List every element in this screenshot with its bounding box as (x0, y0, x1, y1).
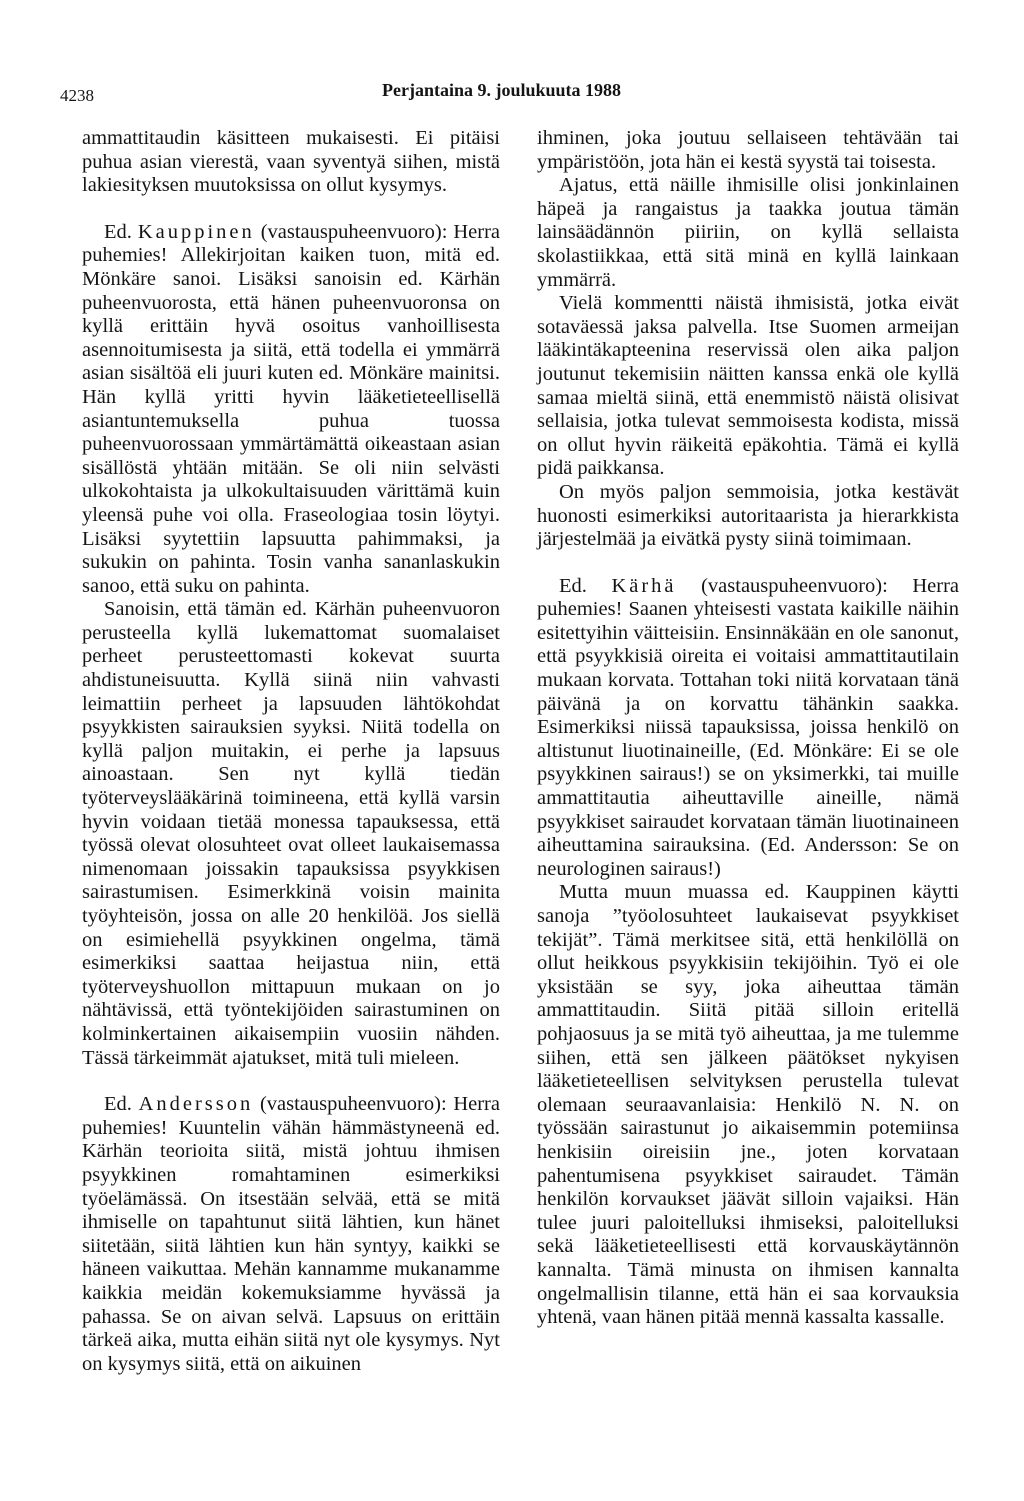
speech-text: (vastauspuheenvuoro): Herra puhemies! Saanen yhteisesti vastata kaikille näihin esitettyihin väitteisiin. Ensinnäkään en ole sanonut, että psyykkisiä oireita ei voitaisi ammattitautilain mukaan korvata. Tottahan toki niitä korvataan tänä päivänä ja on korvattu tähänkin saakka. Esimerkiksi niissä tapauksissa, joissa henkilö on altistunut liuotinaineille, (Ed. Mönkäre: Ei se ole psyykkinen sairaus!) se on yksimerkki, tai muille ammattitautia aiheuttaville aineille, nämä psyykkiset sairaudet korvataan tämän liuotinaineen aiheuttamina sairauksina. (Ed. Andersson: Se on neurologinen sairaus!) (537, 574, 960, 880)
page-number: 4238 (60, 86, 94, 105)
speaker-name: Kärhä (611, 574, 677, 597)
speech-prefix: Ed. (559, 574, 587, 597)
speaker-name: Kauppinen (137, 220, 255, 243)
paragraph: On myös paljon semmoisia, jotka kestävät huonosti esimerkiksi autoritaarista ja hierarkkista järjestelmää ja eivätkä pysty siinä toimimaan. (537, 480, 959, 551)
speech-text: (vastauspuheenvuoro): Herra puhemies! Allekirjoitan kaiken tuon, mitä ed. Mönkäre sanoi. Lisäksi sanoisin ed. Kärhän puheenvuorosta, että hänen puheenvuoronsa on kyllä erittäin hyvä osoitus vanhoillisesta asennoitumisesta ja siitä, että todella ei ymmärrä asian sisältöä eli juuri kuten ed. Mönkäre mainitsi. Hän kyllä yritti hyvin lääketieteellisellä asiantuntemuksella puhua tuossa puheenvuorossaan ymmärtämättä oikeastaan asian sisällöstä yhtään mitään. Se oli niin selvästi ulkokohtaista ja ulkokultaisuuden värittämä kuin yleensä puhe voi olla. Fraseologiaa tosin löytyi. Lisäksi syytettiin lapsuutta pahimmaksi, ja sukukin on pahinta. Tosin vanha sananlaskukin sanoo, että suku on pahinta. (82, 220, 500, 597)
right-column (537, 127, 959, 1330)
page-header (60, 80, 970, 110)
paragraph: ihminen, joka joutuu sellaiseen tehtävään tai ympäristöön, jota hän ei kestä syystä tai toisesta. (537, 127, 959, 173)
paragraph: Mutta muun muassa ed. Kauppinen käytti sanoja ”työolosuhteet laukaisevat psyykkiset tekijät”. Tämä merkitsee sitä, että henkilöllä on ollut heikkous psyykkisiin tekijöihin. Työ ei ole yksistään se syy, joka aiheuttaa tämän ammattitaudin. Siitä pitää silloin eritellä pohjaosuus ja se mitä työ aiheuttaa, ja me tulemme siihen, että sen jälkeen päätökset nykyisen lääketieteellisen selvityksen perustella tulevat olemaan seuraavanlaisia: Henkilö N. N. on työssään sairastunut jo aikaisemmin potemiinsa henkisiin oireisiin jne., joten korvataan pahentumisena psyykkiset sairaudet. Tämän henkilön korvaukset jäävät silloin vajaiksi. Hän tulee juuri paloitelluksi ihmiseksi, paloitelluksi sekä lääketieteellisesti että korvauskäytännön kannalta. Tämä minusta on ihmisen kannalta ongelmallisin tilanne, että hän ei saa korvauksia yhtenä, vaan hänen pitää mennä kassalta kassalle. (537, 881, 959, 1329)
speech-kauppinen (82, 221, 500, 599)
paragraph: Sanoisin, että tämän ed. Kärhän puheenvuoron perusteella kyllä lukemattomat suomalaiset perheet perusteettomasti kokevat suurta ahdistuneisuutta. Kyllä siinä niin vahvasti leimattiin perheet ja lapsuuden lähtökohdat psyykkisten sairauksien syyksi. Niitä todella on kyllä paljon muitakin, ei perhe ja lapsuus ainoastaan. Sen nyt kyllä tiedän työterveyslääkärinä toimineena, että kyllä varsin hyvin voidaan tietää monessa tapauksessa, että työssä olevat olosuhteet ovat olleet laukaisemassa nimenomaan joissakin tapauksissa psyykkisen sairastumisen. Esimerkkinä voisin mainita työyhteisön, jossa on alle 20 henkilöä. Jos siellä on esimiehellä psyykkinen ongelma, tämä esimerkiksi saattaa heijastua niin, että työterveyshuollon mittapuun mukaan on jo nähtävissä, että työntekijöiden sairastuminen on kolminkertainen aikaisempiin vuosiin nähden. Tässä tärkeimmät ajatukset, mitä tuli mieleen. (82, 598, 500, 1069)
left-column (82, 127, 500, 1376)
speech-andersson (82, 1093, 500, 1376)
speech-prefix: Ed. (104, 220, 132, 243)
speech-karha (537, 575, 959, 882)
paragraph: Ajatus, että näille ihmisille olisi jonkinlainen häpeä ja rangaistus ja taakka joutua tämän lainsäädännön piiriin, on kyllä sellaista skolastiikkaa, että sitä minä en kyllä lainkaan ymmärrä. (537, 174, 959, 291)
speech-prefix: Ed. (104, 1093, 132, 1116)
running-title: Perjantaina 9. joulukuuta 1988 (382, 80, 622, 100)
paragraph: ammattitaudin käsitteen mukaisesti. Ei pitäisi puhua asian vierestä, vaan syventyä siihen, mistä lakiesityksen muutoksissa on ollut kysymys. (82, 127, 500, 197)
speech-text: (vastauspuheenvuoro): Herra puhemies! Kuuntelin vähän hämmästyneenä ed. Kärhän teorioita siitä, mistä johtuu ihmisen psyykkinen romahtaminen esimerkiksi työelämässä. On itsestään selvää, että se mitä ihmiselle on tapahtunut siitä lähtien, kun hänet siitetään, siitä lähtien kun hän syntyy, kaikki se häneen vaikuttaa. Mehän kannamme mukanamme kaikkia meidän kokemuksiamme hyvässä ja pahassa. Se on aivan selvä. Lapsuus on erittäin tärkeä aika, mutta eihän siitä nyt ole kysymys. Nyt on kysymys siitä, että on aikuinen (82, 1093, 500, 1375)
paragraph: Vielä kommentti näistä ihmisistä, jotka eivät sotaväessä jaksa palvella. Itse Suomen armeijan lääkintäkapteenina reservissä olen aika paljon joutunut tekemisiin näitten kanssa enkä ole kyllä samaa mieltä siinä, että enemmistö näistä olisivat sellaisia, jotka tulevat semmoisesta kodista, missä on ollut hyvin räikeitä epäkohtia. Tämä ei kyllä pidä paikkansa. (537, 292, 959, 480)
speaker-name: Andersson (138, 1093, 254, 1116)
